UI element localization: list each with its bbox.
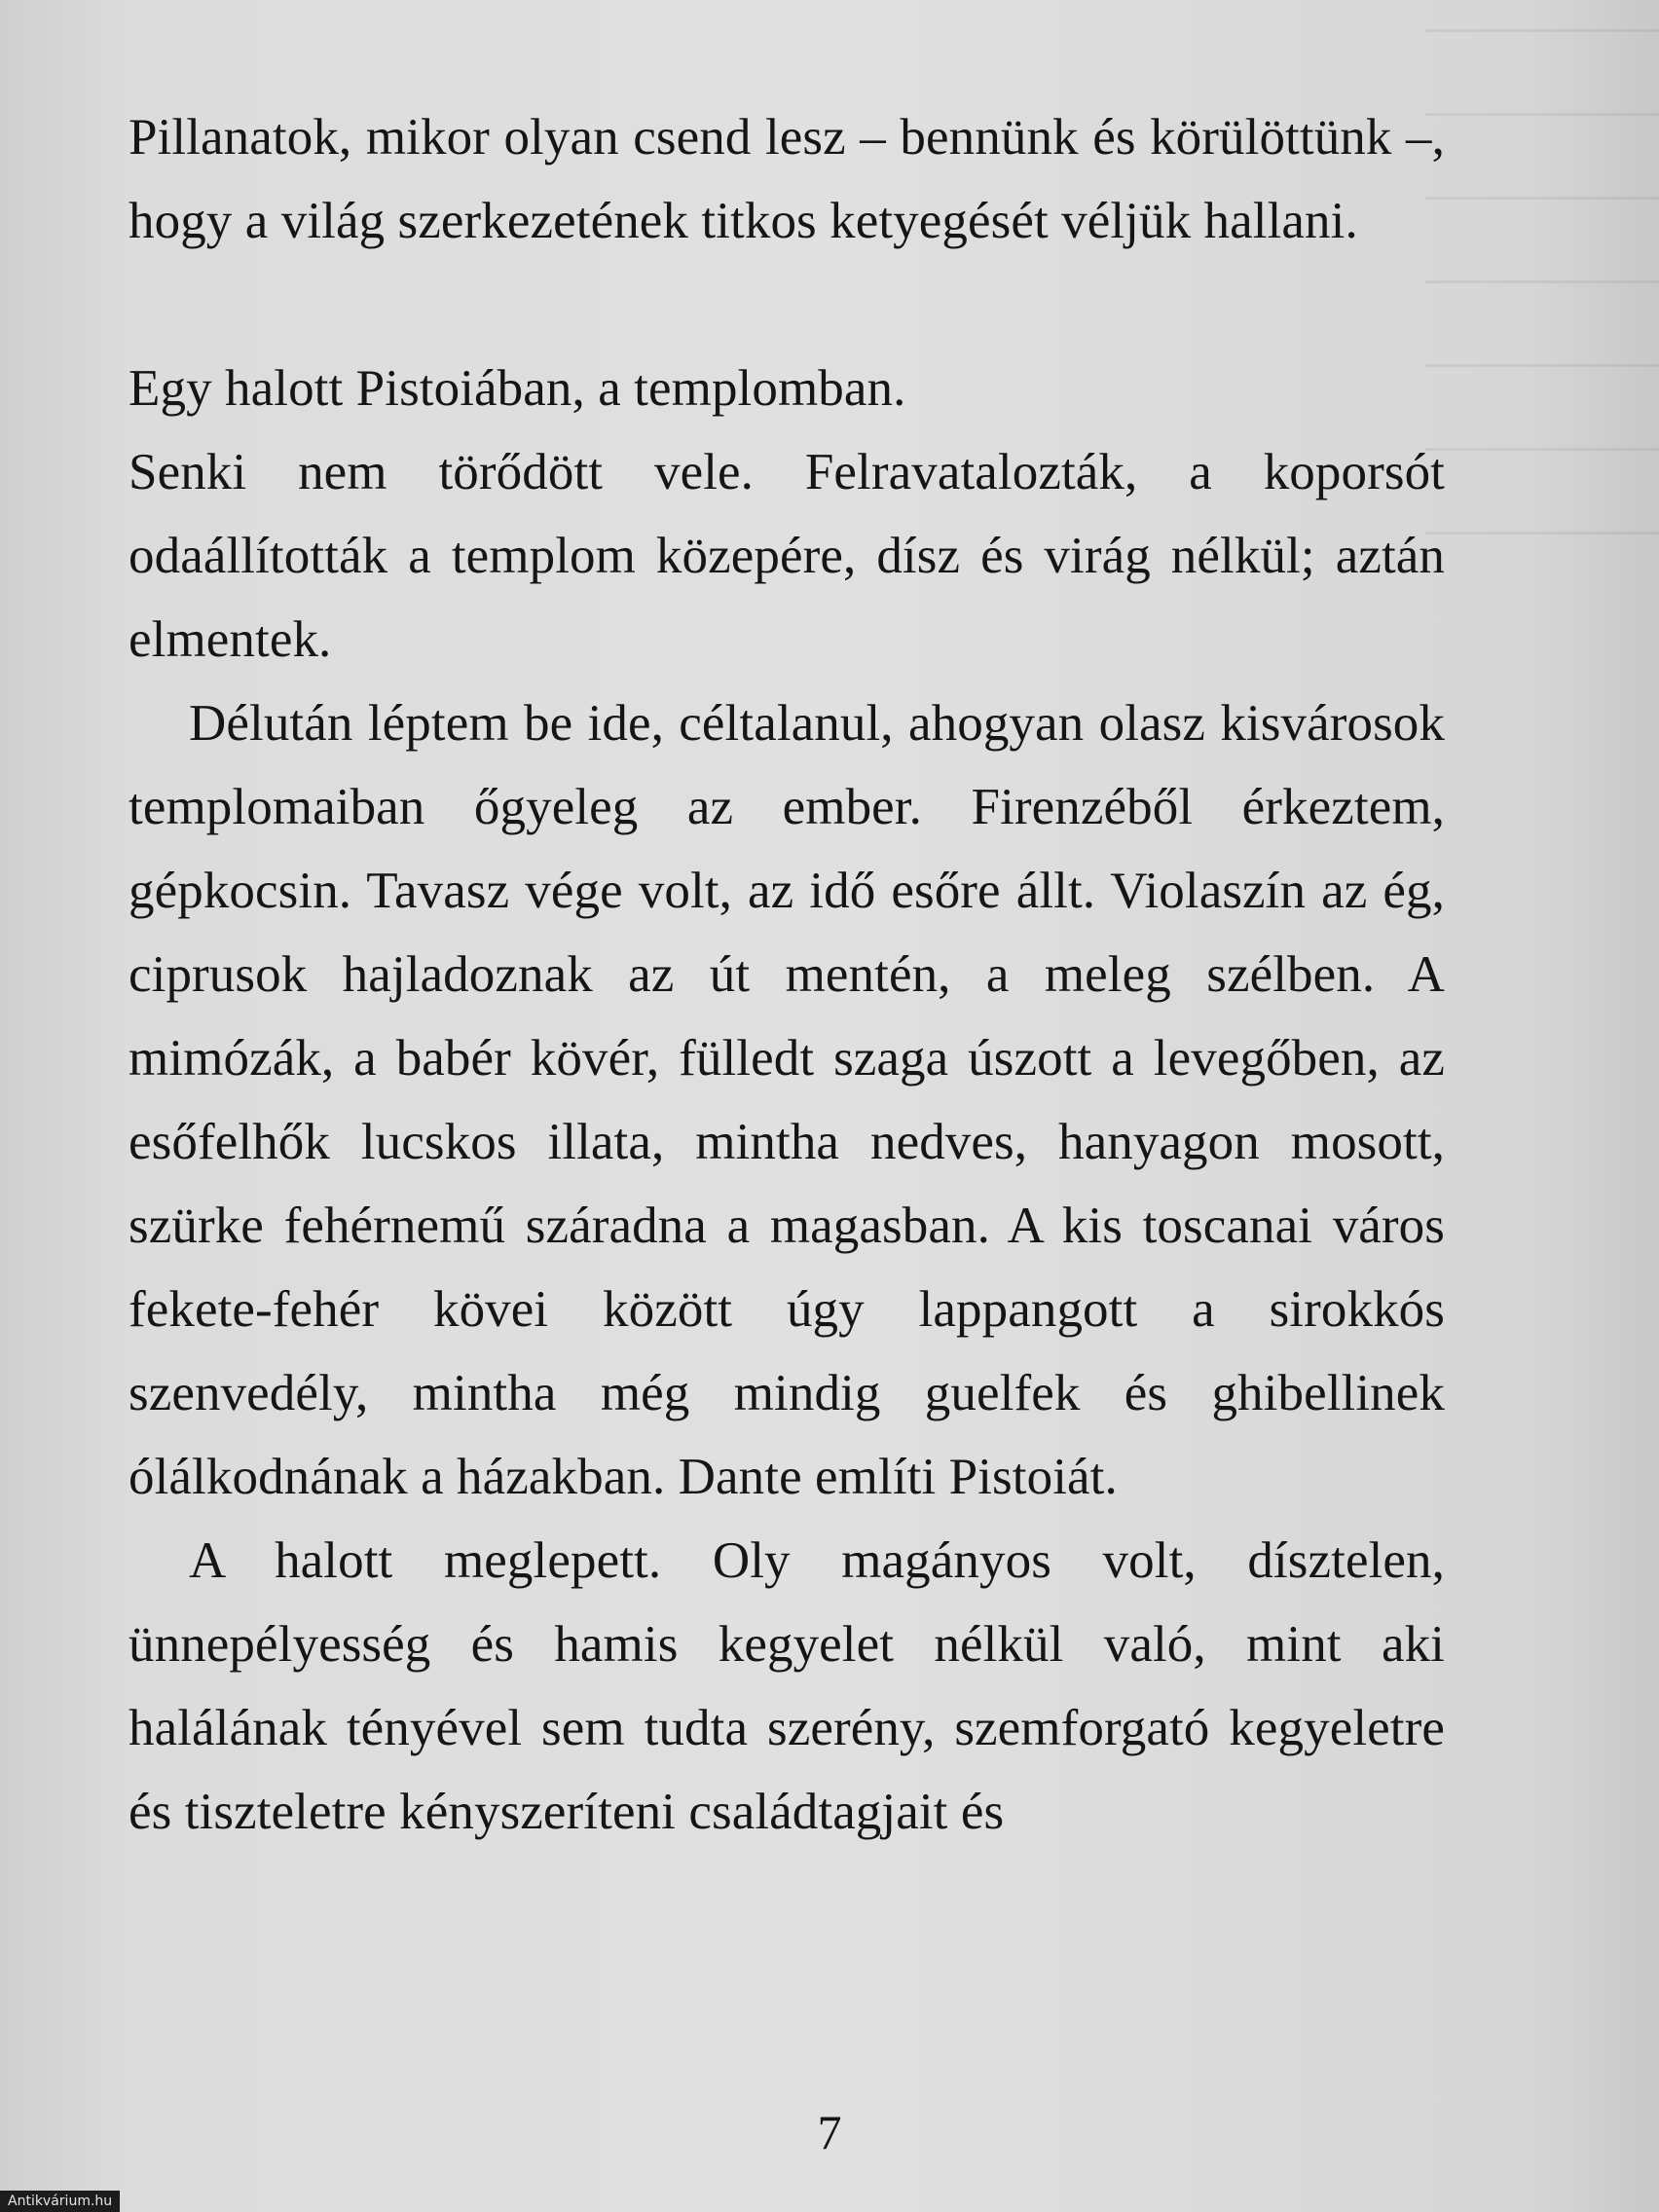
body-text bbox=[129, 95, 1445, 1854]
paragraph-1: Pillanatok, mikor olyan csend lesz – bennünk és körülöttünk –, hogy a világ szerkezetének titkos ketyegését véljük hallani. bbox=[129, 109, 1445, 249]
page-number: 7 bbox=[817, 2105, 842, 2159]
watermark: Antikvárium.hu bbox=[0, 2191, 120, 2212]
bleed-through-text bbox=[1425, 29, 1659, 613]
paragraph-4: Délután léptem be ide, céltalanul, ahogyan olasz kisvárosok templomaiban őgyeleg az ember. Firenzéből érkeztem, gépkocsin. Tavasz vége volt, az idő esőre állt. Violaszín az ég, ciprusok hajladoznak az út mentén, a meleg szélben. A mimózák, a babér kövér, fülledt szaga úszott a levegőben, az esőfelhők lucskos illata, mintha nedves, hanyagon mosott, szürke fehérnemű száradna a magasban. A kis toscanai város fekete-fehér kövei között úgy lappangott a sirokkós szenvedély, mintha még mindig guelfek és ghibellinek ólálkodnának a házakban. Dante említi Pistoiát. bbox=[129, 695, 1445, 1505]
paragraph-spacer bbox=[129, 263, 1445, 347]
paragraph-3: Senki nem törődött vele. Felravatalozták, a koporsót odaállították a templom közepére, dísz és virág nélkül; aztán elmentek. bbox=[129, 444, 1445, 668]
paragraph-5: A halott meglepett. Oly magányos volt, dísztelen, ünnepélyesség és hamis kegyelet nélkül való, mint aki halálának tényével sem tudta szerény, szemforgató kegyeletre és tiszteletre kényszeríteni családtagjait és bbox=[129, 1532, 1445, 1840]
paragraph-2: Egy halott Pistoiában, a templomban. bbox=[129, 360, 906, 417]
